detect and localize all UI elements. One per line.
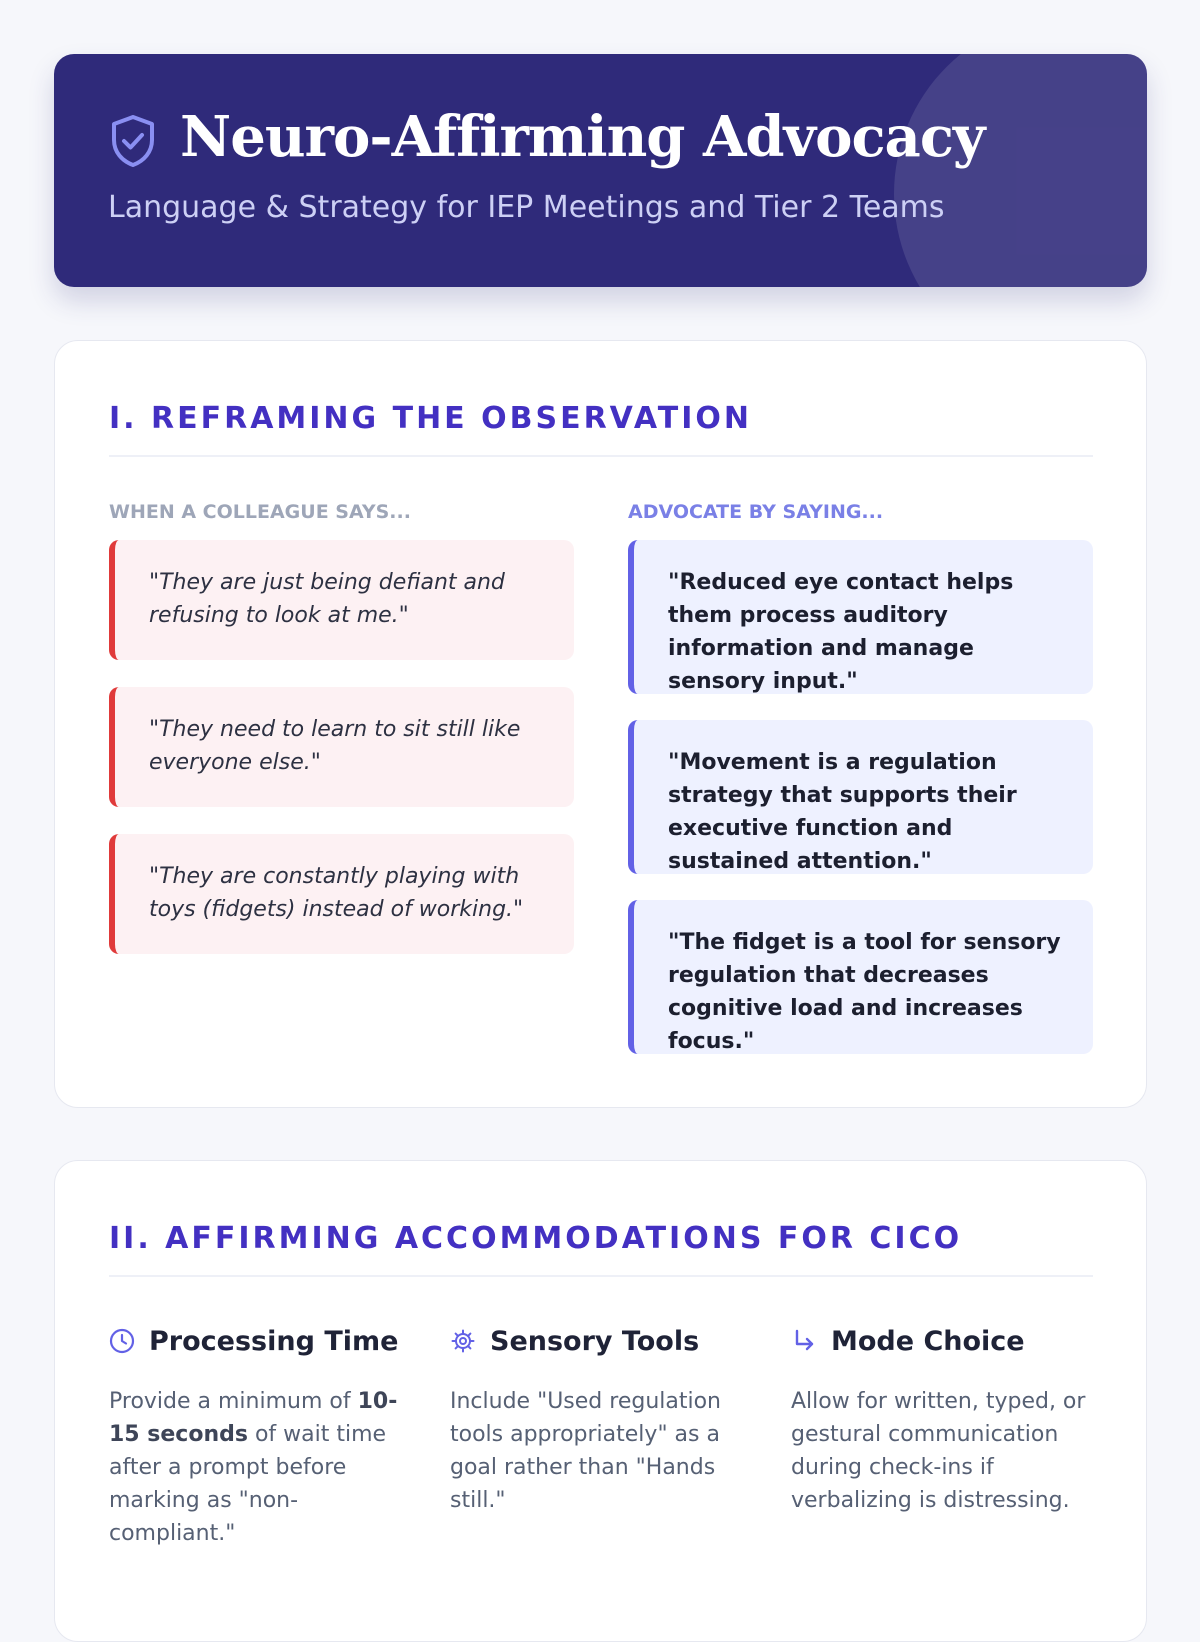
accommodation-description: Provide a minimum of 10-15 seconds of wait time after a prompt before marking as "non-compliant." (109, 1389, 398, 1546)
advocate-column-heading: ADVOCATE BY SAYING... (628, 501, 884, 523)
accommodation-description: Allow for written, typed, or gestural communication during check-ins if verbalizing is distressing. (791, 1389, 1086, 1513)
shield-check-icon (109, 114, 157, 168)
page-title: Neuro-Affirming Advocacy (180, 104, 985, 170)
clock-icon (109, 1328, 135, 1354)
accommodation-description: Include "Used regulation tools appropriately" as a goal rather than "Hands still." (450, 1389, 721, 1513)
reframing-card (54, 340, 1147, 1108)
accommodation-title: Mode Choice (831, 1325, 1025, 1357)
accommodation-mode-choice (791, 1323, 1091, 1517)
section-title: II. AFFIRMING ACCOMMODATIONS FOR CICO (109, 1221, 963, 1256)
accommodation-title: Sensory Tools (490, 1325, 700, 1357)
header-banner (54, 54, 1147, 287)
accommodation-title: Processing Time (149, 1325, 399, 1357)
page-subtitle: Language & Strategy for IEP Meetings and Tier 2 Teams (108, 190, 945, 225)
advocate-quote: "Reduced eye contact helps them process auditory information and manage sensory input." (628, 540, 1093, 694)
colleague-column-heading: WHEN A COLLEAGUE SAYS... (109, 501, 411, 523)
accommodation-sensory-tools (450, 1323, 750, 1517)
colleague-quote: "They need to learn to sit still like everyone else." (109, 687, 574, 807)
colleague-quote: "They are constantly playing with toys (fidgets) instead of working." (109, 834, 574, 954)
section-divider (109, 455, 1093, 457)
accommodation-processing-time (109, 1323, 409, 1550)
colleague-quote: "They are just being defiant and refusing to look at me." (109, 540, 574, 660)
advocate-quote: "The fidget is a tool for sensory regulation that decreases cognitive load and increases focus." (628, 900, 1093, 1054)
section-divider (109, 1275, 1093, 1277)
section-title: I. REFRAMING THE OBSERVATION (109, 401, 752, 436)
turn-arrow-icon (791, 1328, 817, 1354)
decorative-circle (894, 54, 1147, 287)
gear-icon (450, 1328, 476, 1354)
advocate-quote: "Movement is a regulation strategy that supports their executive function and sustained attention." (628, 720, 1093, 874)
accommodations-card (54, 1160, 1147, 1642)
